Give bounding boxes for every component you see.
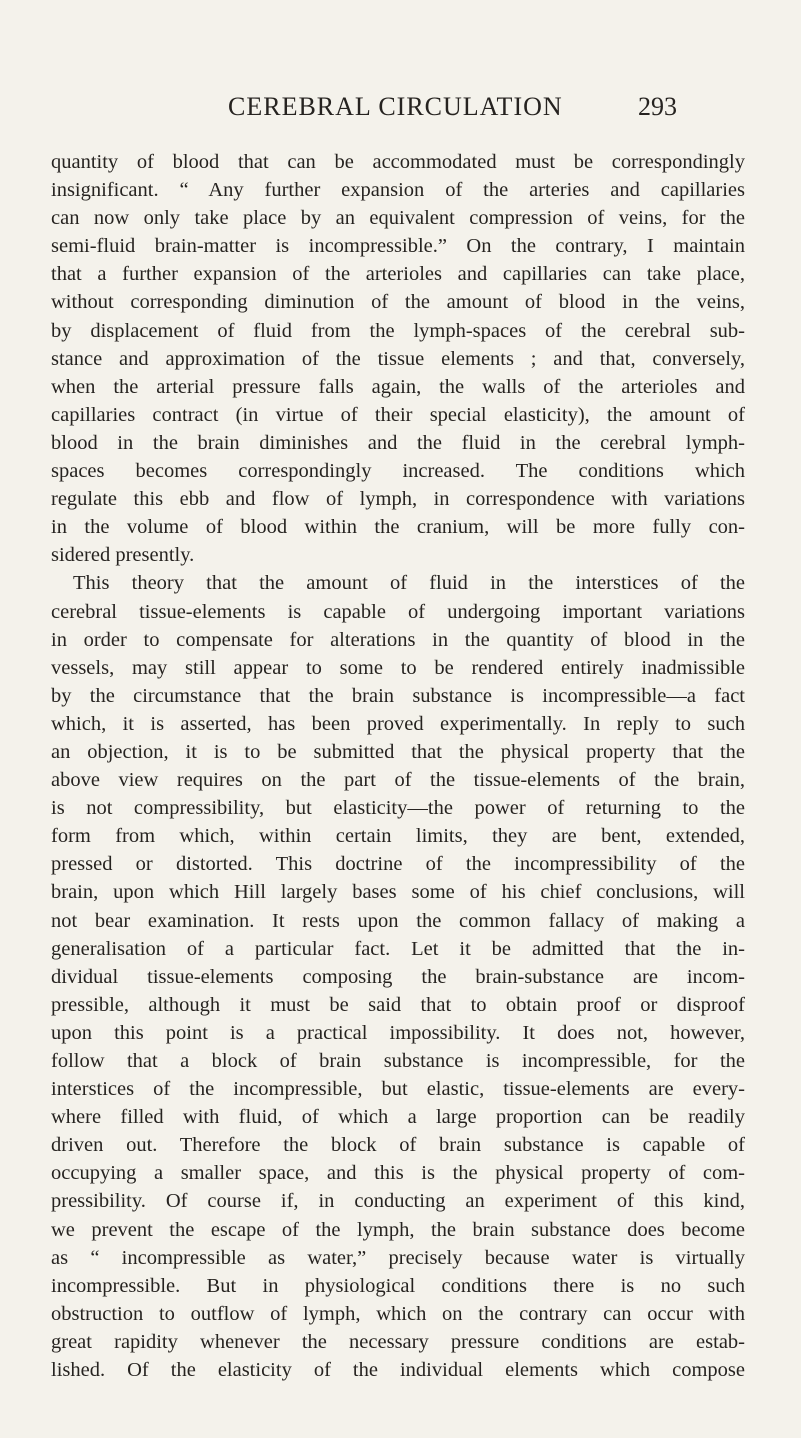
text-line: brain, upon which Hill largely bases some of his chief conclusions, will [51, 881, 745, 904]
text-line: an objection, it is to be submitted that the physical property that the [51, 740, 745, 763]
text-line: spaces becomes correspondingly increased. The conditions which [51, 460, 745, 483]
text-line: capillaries contract (in virtue of their special elasticity), the amount of [51, 403, 745, 426]
text-line: is not compressibility, but elasticity—the power of returning to the [51, 797, 745, 820]
text-line: that a further expansion of the arterioles and capillaries can take place, [51, 263, 745, 286]
text-line: in order to compensate for alterations in the quantity of blood in the [51, 628, 745, 651]
text-line: not bear examination. It rests upon the common fallacy of making a [51, 909, 745, 932]
text-line: where filled with fluid, of which a large proportion can be readily [51, 1106, 745, 1129]
text-line: occupying a smaller space, and this is the physical property of com- [51, 1162, 745, 1185]
text-line: driven out. Therefore the block of brain substance is capable of [51, 1134, 745, 1157]
text-line: regulate this ebb and flow of lymph, in correspondence with variations [51, 488, 745, 511]
text-line: obstruction to outflow of lymph, which on the contrary can occur with [51, 1302, 745, 1325]
text-line: pressible, although it must be said that to obtain proof or disproof [51, 993, 745, 1016]
text-line: as “ incompressible as water,” precisely because water is virtually [51, 1246, 745, 1269]
text-line: cerebral tissue-elements is capable of undergoing important variations [51, 600, 745, 623]
body-text [51, 148, 745, 1384]
text-line: pressed or distorted. This doctrine of the incompressibility of the [51, 853, 745, 876]
text-line: semi-fluid brain-matter is incompressible.” On the contrary, I maintain [51, 235, 745, 258]
text-line: when the arterial pressure falls again, the walls of the arterioles and [51, 375, 745, 398]
text-line: by displacement of fluid from the lymph-spaces of the cerebral sub- [51, 319, 745, 342]
page-number: 293 [638, 92, 677, 121]
text-line: interstices of the incompressible, but elastic, tissue-elements are every- [51, 1078, 745, 1101]
text-line: incompressible. But in physiological conditions there is no such [51, 1274, 745, 1297]
text-line: upon this point is a practical impossibility. It does not, however, [51, 1021, 745, 1044]
text-line: dividual tissue-elements composing the brain-substance are incom- [51, 965, 745, 988]
text-line: blood in the brain diminishes and the fluid in the cerebral lymph- [51, 431, 745, 454]
text-line: which, it is asserted, has been proved experimentally. In reply to such [51, 712, 745, 735]
text-line: can now only take place by an equivalent compression of veins, for the [51, 207, 745, 230]
text-line: above view requires on the part of the tissue-elements of the brain, [51, 769, 745, 792]
text-line: sidered presently. [51, 544, 195, 567]
text-line: in the volume of blood within the cranium, will be more fully con- [51, 516, 745, 539]
text-line: vessels, may still appear to some to be rendered entirely inadmissible [51, 656, 745, 679]
text-line: by the circumstance that the brain substance is incompressible—a fact [51, 684, 745, 707]
text-line: follow that a block of brain substance is incompressible, for the [51, 1050, 745, 1072]
text-line: great rapidity whenever the necessary pressure conditions are estab- [51, 1330, 745, 1353]
text-line: without corresponding diminution of the amount of blood in the veins, [51, 291, 745, 314]
text-line: quantity of blood that can be accommodated must be correspondingly [51, 151, 745, 173]
text-line: we prevent the escape of the lymph, the brain substance does become [51, 1218, 745, 1241]
text-line: generalisation of a particular fact. Let it be admitted that the in- [51, 937, 745, 960]
text-line: pressibility. Of course if, in conducting an experiment of this kind, [51, 1190, 745, 1213]
paragraph-start-line: This theory that the amount of fluid in the interstices of the [73, 572, 745, 595]
text-line: stance and approximation of the tissue elements ; and that, conversely, [51, 347, 745, 370]
text-line: form from which, within certain limits, they are bent, extended, [51, 825, 745, 848]
text-line: insignificant. “ Any further expansion of the arteries and capillaries [51, 179, 745, 202]
page-header [0, 92, 801, 132]
text-line: lished. Of the elasticity of the individual elements which compose [51, 1359, 745, 1382]
running-title: CEREBRAL CIRCULATION [228, 92, 563, 121]
